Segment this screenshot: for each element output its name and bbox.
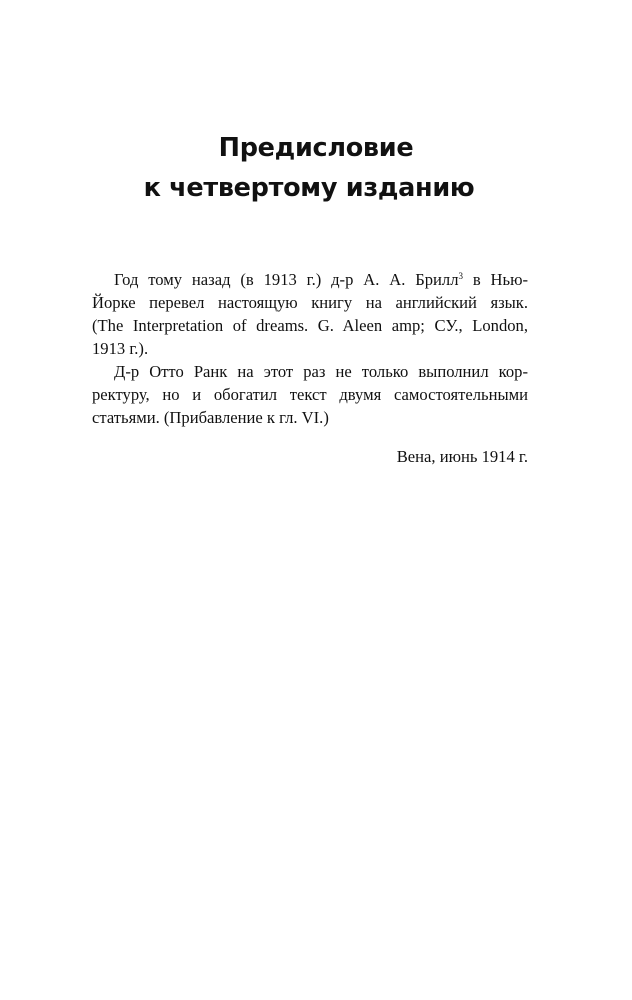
paragraph-1-text-before-note: Год тому назад (в 1913 г.) д-р А. А. Брилл <box>114 270 459 289</box>
chapter-title-line-1: Предисловие <box>218 133 414 163</box>
paragraph-2-line-2: ректуру, но и обогатил текст двумя самостоятельными <box>92 385 528 404</box>
signature-place-date: Вена, июнь 1914 г. <box>396 447 528 466</box>
paragraph-1-line-3: (The Interpretation of dreams. G. Aleen amp; СУ., London, <box>92 316 528 335</box>
paragraph-1-line-1 <box>92 268 528 291</box>
footnote-reference: 3 <box>458 271 463 281</box>
chapter-title-line-2: к четвертому изданию <box>143 173 475 203</box>
paragraph-2-line-3: статьями. (Прибавление к гл. VI.) <box>92 408 329 427</box>
paragraph-1-line-1-tail: в Нью- <box>462 270 529 289</box>
paragraph-1 <box>92 268 528 360</box>
paragraph-1-line-4: 1913 г.). <box>92 339 149 358</box>
chapter-title <box>0 128 632 208</box>
paragraph-2 <box>92 360 528 429</box>
paragraph-2-line-1: Д-р Отто Ранк на этот раз не только выполнил кор- <box>114 362 528 381</box>
preface-body <box>92 268 528 468</box>
paragraph-1-line-2: Йорке перевел настоящую книгу на английский язык. <box>92 293 528 312</box>
